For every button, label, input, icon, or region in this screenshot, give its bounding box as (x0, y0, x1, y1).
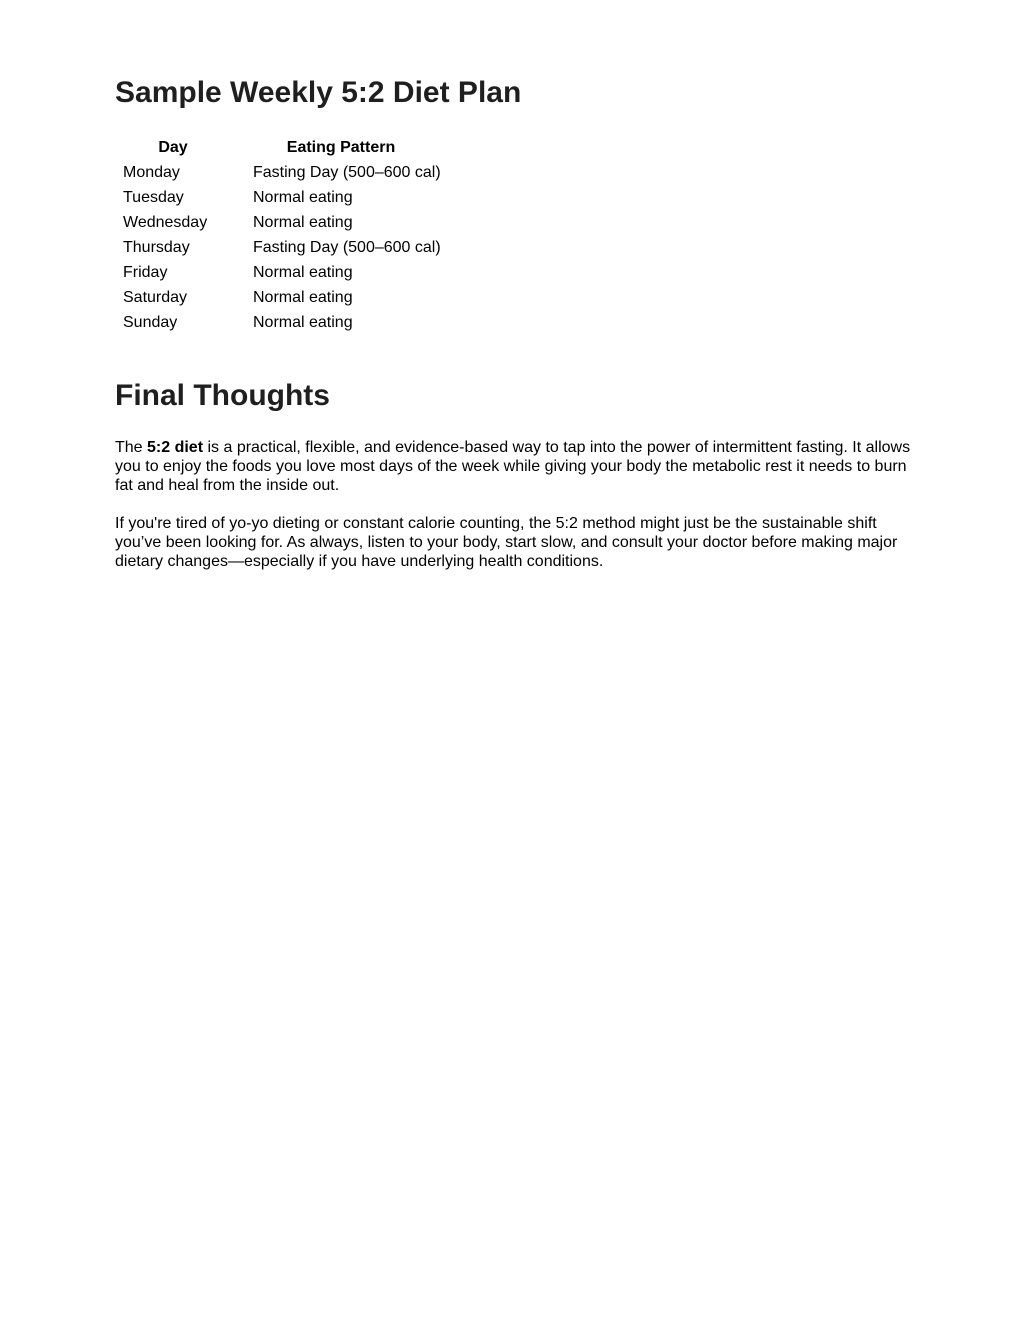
day-cell: Monday (123, 164, 180, 181)
pattern-cell: Normal eating (253, 289, 353, 306)
day-cell: Friday (123, 264, 168, 281)
day-cell: Saturday (123, 289, 188, 306)
day-cell: Thursday (123, 239, 190, 256)
table-row (115, 160, 451, 185)
table-row (115, 210, 451, 235)
pattern-cell: Normal eating (253, 189, 353, 206)
section-title-final-thoughts: Final Thoughts (115, 379, 330, 412)
pattern-cell: Fasting Day (500–600 cal) (253, 239, 441, 256)
pattern-cell: Normal eating (253, 264, 353, 281)
paragraph-intro (115, 438, 915, 495)
table-header-row (115, 135, 451, 160)
diet-plan-table (115, 135, 451, 335)
pattern-cell: Normal eating (253, 314, 353, 331)
paragraph-intro-bold: 5:2 diet (147, 439, 204, 456)
table-row (115, 260, 451, 285)
table-row (115, 235, 451, 260)
paragraph-closing: If you're tired of yo-yo dieting or constant calorie counting, the 5:2 method might just be the sustainable shift you’ve been looking for. As always, listen to your body, start slow, and consult your doctor before making major dietary changes—especially if you have underlying health conditions. (115, 515, 898, 570)
table-row (115, 285, 451, 310)
paragraph-intro-prefix: The (115, 439, 148, 456)
section-title-plan: Sample Weekly 5:2 Diet Plan (115, 76, 522, 109)
pattern-cell: Normal eating (253, 214, 353, 231)
paragraph-intro-rest: is a practical, flexible, and evidence-based way to tap into the power of intermittent fasting. It allows you to enjoy the foods you love most days of the week while giving your body the metabolic rest it needs to burn fat and heal from the inside out. (115, 439, 911, 494)
day-cell: Wednesday (123, 214, 208, 231)
pattern-cell: Fasting Day (500–600 cal) (253, 164, 441, 181)
table-row (115, 310, 451, 335)
day-cell: Sunday (123, 314, 178, 331)
header-day: Day (158, 139, 188, 156)
header-eating-pattern: Eating Pattern (286, 139, 396, 156)
table-row (115, 185, 451, 210)
day-cell: Tuesday (123, 189, 184, 206)
